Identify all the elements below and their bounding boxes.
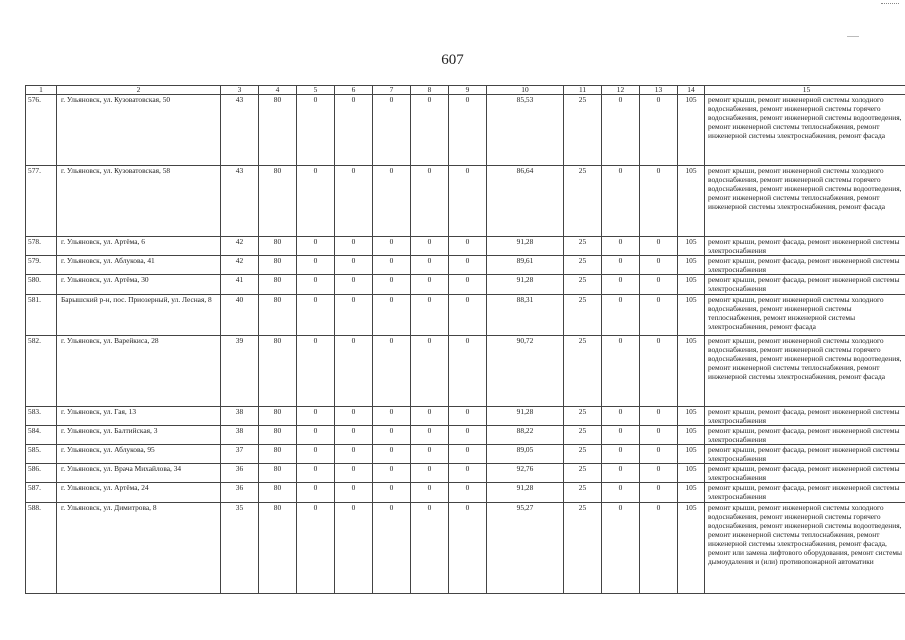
value-cell: 0 xyxy=(411,95,449,166)
value-cell: 0 xyxy=(373,166,411,237)
value-cell: 95,27 xyxy=(487,502,564,593)
value-cell: 0 xyxy=(335,256,373,275)
value-cell: 0 xyxy=(449,425,487,444)
row-number-cell: 588. xyxy=(26,502,57,593)
repair-register-table xyxy=(25,85,905,594)
address-cell: г. Ульяновск, ул. Аблукова, 41 xyxy=(57,256,221,275)
table-row xyxy=(26,335,905,406)
value-cell: 25 xyxy=(564,425,602,444)
address-cell: г. Ульяновск, ул. Артёма, 6 xyxy=(57,237,221,256)
value-cell: 0 xyxy=(335,406,373,425)
value-cell: 0 xyxy=(335,166,373,237)
value-cell: 85,53 xyxy=(487,95,564,166)
value-cell: 105 xyxy=(678,256,705,275)
value-cell: 0 xyxy=(373,406,411,425)
column-header: 6 xyxy=(335,86,373,95)
value-cell: 91,28 xyxy=(487,275,564,294)
value-cell: 0 xyxy=(640,406,678,425)
value-cell: 0 xyxy=(640,502,678,593)
value-cell: 0 xyxy=(373,294,411,335)
value-cell: 43 xyxy=(221,166,259,237)
value-cell: 0 xyxy=(602,166,640,237)
row-number-cell: 581. xyxy=(26,294,57,335)
value-cell: 90,72 xyxy=(487,335,564,406)
works-cell: ремонт крыши, ремонт инженерной системы холодного водоснабжения, ремонт инженерной системы горячего водоснабжения, ремонт инженерной системы водоотведения, ремонт инженерной системы теплоснабжения, ремонт инженерной системы электроснабжения, ремонт фасада xyxy=(705,335,905,406)
value-cell: 25 xyxy=(564,237,602,256)
value-cell: 0 xyxy=(297,335,335,406)
value-cell: 105 xyxy=(678,166,705,237)
value-cell: 105 xyxy=(678,335,705,406)
works-cell: ремонт крыши, ремонт инженерной системы холодного водоснабжения, ремонт инженерной системы горячего водоснабжения, ремонт инженерной системы водоотведения, ремонт инженерной системы теплоснабжения, ремонт инженерной системы электроснабжения, ремонт фасада xyxy=(705,166,905,237)
value-cell: 0 xyxy=(449,294,487,335)
column-header: 4 xyxy=(259,86,297,95)
value-cell: 0 xyxy=(297,275,335,294)
value-cell: 80 xyxy=(259,483,297,502)
value-cell: 0 xyxy=(640,256,678,275)
value-cell: 86,64 xyxy=(487,166,564,237)
value-cell: 38 xyxy=(221,425,259,444)
row-number-cell: 586. xyxy=(26,464,57,483)
value-cell: 37 xyxy=(221,444,259,463)
value-cell: 0 xyxy=(640,464,678,483)
value-cell: 0 xyxy=(411,275,449,294)
row-number-cell: 587. xyxy=(26,483,57,502)
value-cell: 88,22 xyxy=(487,425,564,444)
table-row xyxy=(26,294,905,335)
value-cell: 0 xyxy=(640,275,678,294)
value-cell: 105 xyxy=(678,483,705,502)
value-cell: 0 xyxy=(297,237,335,256)
value-cell: 105 xyxy=(678,294,705,335)
value-cell: 105 xyxy=(678,464,705,483)
value-cell: 0 xyxy=(411,444,449,463)
value-cell: 105 xyxy=(678,444,705,463)
row-number-cell: 582. xyxy=(26,335,57,406)
row-number-cell: 584. xyxy=(26,425,57,444)
value-cell: 105 xyxy=(678,502,705,593)
value-cell: 0 xyxy=(411,425,449,444)
value-cell: 38 xyxy=(221,406,259,425)
value-cell: 80 xyxy=(259,406,297,425)
value-cell: 0 xyxy=(373,425,411,444)
value-cell: 105 xyxy=(678,406,705,425)
value-cell: 25 xyxy=(564,502,602,593)
value-cell: 0 xyxy=(297,464,335,483)
value-cell: 0 xyxy=(602,425,640,444)
column-header: 2 xyxy=(57,86,221,95)
value-cell: 0 xyxy=(373,275,411,294)
value-cell: 0 xyxy=(640,294,678,335)
value-cell: 0 xyxy=(373,335,411,406)
value-cell: 0 xyxy=(449,256,487,275)
value-cell: 0 xyxy=(640,166,678,237)
value-cell: 25 xyxy=(564,464,602,483)
value-cell: 0 xyxy=(335,483,373,502)
value-cell: 25 xyxy=(564,335,602,406)
address-cell: г. Ульяновск, ул. Гая, 13 xyxy=(57,406,221,425)
value-cell: 88,31 xyxy=(487,294,564,335)
value-cell: 0 xyxy=(297,483,335,502)
works-cell: ремонт крыши, ремонт фасада, ремонт инженерной системы электроснабжения xyxy=(705,425,905,444)
column-header: 15 xyxy=(705,86,905,95)
value-cell: 80 xyxy=(259,237,297,256)
column-header: 1 xyxy=(26,86,57,95)
value-cell: 0 xyxy=(640,237,678,256)
works-cell: ремонт крыши, ремонт фасада, ремонт инженерной системы электроснабжения xyxy=(705,237,905,256)
address-cell: г. Ульяновск, ул. Кузоватовская, 50 xyxy=(57,95,221,166)
value-cell: 0 xyxy=(449,95,487,166)
value-cell: 0 xyxy=(411,335,449,406)
value-cell: 25 xyxy=(564,483,602,502)
table-row xyxy=(26,237,905,256)
value-cell: 0 xyxy=(411,166,449,237)
column-header: 8 xyxy=(411,86,449,95)
row-number-cell: 577. xyxy=(26,166,57,237)
value-cell: 0 xyxy=(335,237,373,256)
value-cell: 0 xyxy=(449,502,487,593)
value-cell: 91,28 xyxy=(487,237,564,256)
value-cell: 0 xyxy=(640,425,678,444)
value-cell: 0 xyxy=(602,335,640,406)
value-cell: 0 xyxy=(297,406,335,425)
address-cell: г. Ульяновск, ул. Кузоватовская, 58 xyxy=(57,166,221,237)
value-cell: 0 xyxy=(411,406,449,425)
value-cell: 0 xyxy=(640,95,678,166)
value-cell: 0 xyxy=(411,237,449,256)
row-number-cell: 585. xyxy=(26,444,57,463)
scan-mark xyxy=(881,3,899,4)
value-cell: 0 xyxy=(297,444,335,463)
value-cell: 25 xyxy=(564,406,602,425)
address-cell: г. Ульяновск, ул. Артёма, 30 xyxy=(57,275,221,294)
value-cell: 0 xyxy=(602,294,640,335)
value-cell: 0 xyxy=(373,464,411,483)
value-cell: 0 xyxy=(335,294,373,335)
table-row xyxy=(26,256,905,275)
value-cell: 105 xyxy=(678,275,705,294)
column-header: 10 xyxy=(487,86,564,95)
value-cell: 0 xyxy=(602,444,640,463)
value-cell: 36 xyxy=(221,483,259,502)
column-header: 13 xyxy=(640,86,678,95)
column-header: 5 xyxy=(297,86,335,95)
value-cell: 0 xyxy=(449,406,487,425)
value-cell: 0 xyxy=(335,502,373,593)
value-cell: 0 xyxy=(449,237,487,256)
value-cell: 0 xyxy=(411,256,449,275)
value-cell: 91,28 xyxy=(487,483,564,502)
value-cell: 0 xyxy=(640,483,678,502)
value-cell: 0 xyxy=(602,464,640,483)
value-cell: 0 xyxy=(602,95,640,166)
value-cell: 89,05 xyxy=(487,444,564,463)
row-number-cell: 578. xyxy=(26,237,57,256)
table-row xyxy=(26,464,905,483)
value-cell: 25 xyxy=(564,95,602,166)
address-cell: Барышский р-н, пос. Приозерный, ул. Лесная, 8 xyxy=(57,294,221,335)
value-cell: 43 xyxy=(221,95,259,166)
value-cell: 92,76 xyxy=(487,464,564,483)
works-cell: ремонт крыши, ремонт инженерной системы холодного водоснабжения, ремонт инженерной системы теплоснабжения, ремонт инженерной системы электроснабжения, ремонт фасада xyxy=(705,294,905,335)
value-cell: 0 xyxy=(373,95,411,166)
value-cell: 0 xyxy=(449,166,487,237)
value-cell: 0 xyxy=(449,464,487,483)
works-cell: ремонт крыши, ремонт фасада, ремонт инженерной системы электроснабжения xyxy=(705,256,905,275)
value-cell: 0 xyxy=(373,502,411,593)
address-cell: г. Ульяновск, ул. Балтийская, 3 xyxy=(57,425,221,444)
value-cell: 0 xyxy=(297,502,335,593)
value-cell: 80 xyxy=(259,275,297,294)
value-cell: 39 xyxy=(221,335,259,406)
value-cell: 35 xyxy=(221,502,259,593)
value-cell: 89,61 xyxy=(487,256,564,275)
value-cell: 0 xyxy=(449,335,487,406)
address-cell: г. Ульяновск, ул. Артёма, 24 xyxy=(57,483,221,502)
value-cell: 105 xyxy=(678,95,705,166)
value-cell: 36 xyxy=(221,464,259,483)
value-cell: 0 xyxy=(373,444,411,463)
page-number: 607 xyxy=(441,52,464,68)
value-cell: 80 xyxy=(259,464,297,483)
row-number-cell: 576. xyxy=(26,95,57,166)
value-cell: 80 xyxy=(259,294,297,335)
value-cell: 0 xyxy=(602,256,640,275)
value-cell: 25 xyxy=(564,294,602,335)
value-cell: 0 xyxy=(602,237,640,256)
value-cell: 0 xyxy=(335,335,373,406)
works-cell: ремонт крыши, ремонт инженерной системы холодного водоснабжения, ремонт инженерной системы горячего водоснабжения, ремонт инженерной системы водоотведения, ремонт инженерной системы теплоснабжения, ремонт инженерной системы электроснабжения, ремонт фасада xyxy=(705,95,905,166)
value-cell: 0 xyxy=(411,294,449,335)
value-cell: 80 xyxy=(259,502,297,593)
value-cell: 0 xyxy=(449,275,487,294)
works-cell: ремонт крыши, ремонт инженерной системы холодного водоснабжения, ремонт инженерной системы горячего водоснабжения, ремонт инженерной системы водоотведения, ремонт инженерной системы теплоснабжения, ремонт инженерной системы электроснабжения, ремонт фасада, ремонт или замена лифтового оборудования, ремонт системы дымоудаления и (или) противопожарной автоматики xyxy=(705,502,905,593)
value-cell: 0 xyxy=(411,502,449,593)
value-cell: 80 xyxy=(259,444,297,463)
value-cell: 0 xyxy=(411,483,449,502)
value-cell: 91,28 xyxy=(487,406,564,425)
value-cell: 0 xyxy=(411,464,449,483)
row-number-cell: 583. xyxy=(26,406,57,425)
value-cell: 0 xyxy=(335,95,373,166)
table-row xyxy=(26,483,905,502)
address-cell: г. Ульяновск, ул. Варейкиса, 28 xyxy=(57,335,221,406)
value-cell: 80 xyxy=(259,335,297,406)
value-cell: 0 xyxy=(640,335,678,406)
value-cell: 105 xyxy=(678,425,705,444)
value-cell: 0 xyxy=(449,483,487,502)
value-cell: 0 xyxy=(335,425,373,444)
column-header: 7 xyxy=(373,86,411,95)
value-cell: 80 xyxy=(259,425,297,444)
address-cell: г. Ульяновск, ул. Врача Михайлова, 34 xyxy=(57,464,221,483)
value-cell: 40 xyxy=(221,294,259,335)
column-header: 11 xyxy=(564,86,602,95)
table-row xyxy=(26,502,905,593)
value-cell: 0 xyxy=(602,275,640,294)
value-cell: 25 xyxy=(564,444,602,463)
value-cell: 0 xyxy=(297,425,335,444)
value-cell: 0 xyxy=(297,294,335,335)
value-cell: 80 xyxy=(259,166,297,237)
value-cell: 0 xyxy=(297,166,335,237)
column-header: 9 xyxy=(449,86,487,95)
address-cell: г. Ульяновск, ул. Аблукова, 95 xyxy=(57,444,221,463)
value-cell: 0 xyxy=(602,502,640,593)
value-cell: 0 xyxy=(640,444,678,463)
value-cell: 41 xyxy=(221,275,259,294)
value-cell: 0 xyxy=(297,256,335,275)
value-cell: 0 xyxy=(449,444,487,463)
value-cell: 25 xyxy=(564,275,602,294)
value-cell: 105 xyxy=(678,237,705,256)
value-cell: 0 xyxy=(335,464,373,483)
value-cell: 25 xyxy=(564,166,602,237)
table-row xyxy=(26,425,905,444)
works-cell: ремонт крыши, ремонт фасада, ремонт инженерной системы электроснабжения xyxy=(705,275,905,294)
value-cell: 80 xyxy=(259,256,297,275)
scan-mark xyxy=(847,36,859,37)
value-cell: 0 xyxy=(602,406,640,425)
value-cell: 25 xyxy=(564,256,602,275)
value-cell: 0 xyxy=(373,237,411,256)
works-cell: ремонт крыши, ремонт фасада, ремонт инженерной системы электроснабжения xyxy=(705,444,905,463)
table-row xyxy=(26,166,905,237)
address-cell: г. Ульяновск, ул. Димитрова, 8 xyxy=(57,502,221,593)
table-row xyxy=(26,95,905,166)
value-cell: 80 xyxy=(259,95,297,166)
value-cell: 0 xyxy=(335,444,373,463)
works-cell: ремонт крыши, ремонт фасада, ремонт инженерной системы электроснабжения xyxy=(705,483,905,502)
row-number-cell: 579. xyxy=(26,256,57,275)
table-row xyxy=(26,406,905,425)
works-cell: ремонт крыши, ремонт фасада, ремонт инженерной системы электроснабжения xyxy=(705,464,905,483)
works-cell: ремонт крыши, ремонт фасада, ремонт инженерной системы электроснабжения xyxy=(705,406,905,425)
table-row xyxy=(26,275,905,294)
value-cell: 42 xyxy=(221,256,259,275)
table-row xyxy=(26,444,905,463)
row-number-cell: 580. xyxy=(26,275,57,294)
value-cell: 0 xyxy=(373,483,411,502)
column-numbers-row xyxy=(26,86,905,95)
value-cell: 0 xyxy=(335,275,373,294)
value-cell: 0 xyxy=(297,95,335,166)
value-cell: 0 xyxy=(373,256,411,275)
column-header: 3 xyxy=(221,86,259,95)
value-cell: 0 xyxy=(602,483,640,502)
value-cell: 42 xyxy=(221,237,259,256)
column-header: 12 xyxy=(602,86,640,95)
column-header: 14 xyxy=(678,86,705,95)
